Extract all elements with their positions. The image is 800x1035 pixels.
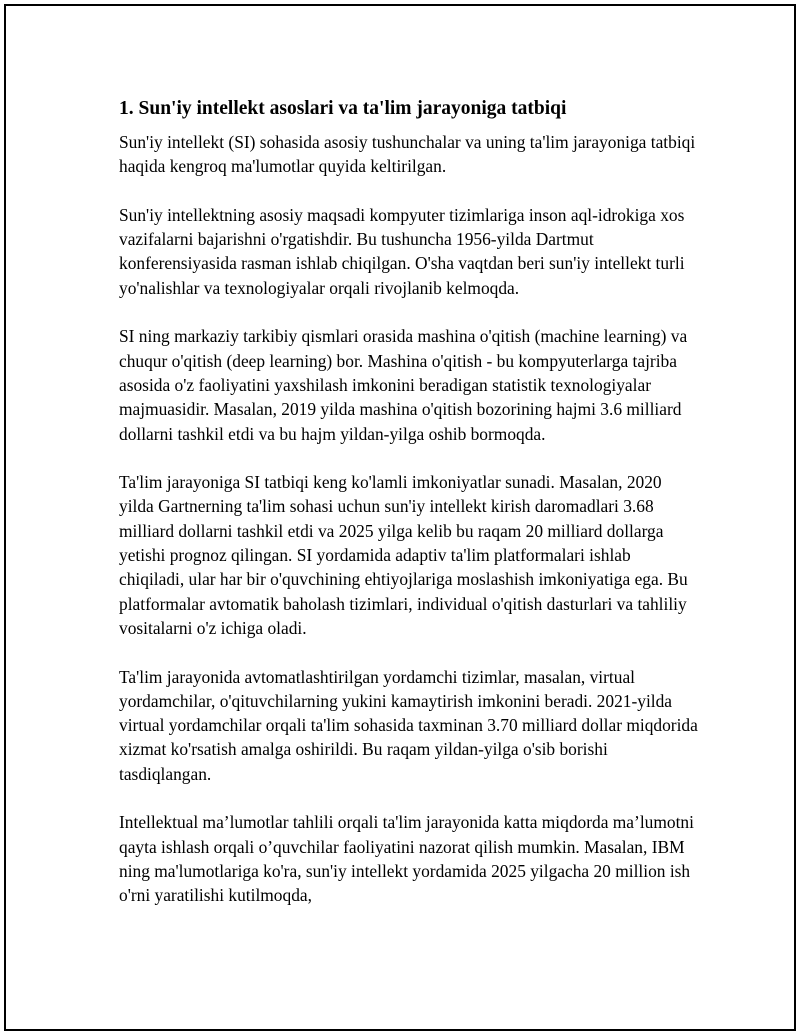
document-page xyxy=(4,4,796,1031)
document-content xyxy=(119,96,699,932)
paragraph-data-analysis: Intellektual ma’lumotlar tahlili orqali ta'lim jarayonida katta miqdorda ma’lumotni qayta ishlash orqali o’quvchilar faoliyatini nazorat qilish mumkin. Masalan, IBM ning ma'lumotlariga ko'ra, sun'iy intellekt yordamida 2025 yilgacha 20 million ish o'rni yaratilishi kutilmoqda, xyxy=(119,812,694,906)
paragraph-education-applications: Ta'lim jarayoniga SI tatbiqi keng ko'lamli imkoniyatlar sunadi. Masalan, 2020 yilda Gartnerning ta'lim sohasi uchun sun'iy intellekt kirish daromadlari 3.68 milliard dollarni tashkil etdi va 2025 yilga kelib bu raqam 20 milliard dollarga yetishi prognoz qilingan. SI yordamida adaptiv ta'lim platformalari ishlab chiqiladi, ular har bir o'quvchining ehtiyojlariga moslashish imkoniyatiga ega. Bu platformalar avtomatik baholash tizimlari, individual o'qitish dasturlari va tahliliy vositalarni o'z ichiga oladi. xyxy=(119,472,688,638)
paragraph-virtual-assistants: Ta'lim jarayonida avtomatlashtirilgan yordamchi tizimlar, masalan, virtual yordamchilar, o'qituvchilarning yukini kamaytirish imkonini beradi. 2021-yilda virtual yordamchilar orqali ta'lim sohasida taxminan 3.70 milliard dollar miqdorida xizmat ko'rsatish amalga oshirildi. Bu raqam yildan-yilga o'sib borishi tasdiqlangan. xyxy=(119,666,698,784)
section-heading: 1. Sun'iy intellekt asoslari va ta'lim jarayoniga tatbiqi xyxy=(119,98,567,119)
paragraph-machine-learning: SI ning markaziy tarkibiy qismlari orasida mashina o'qitish (machine learning) va chuqur o'qitish (deep learning) bor. Mashina o'qitish - bu kompyuterlarga tajriba asosida o'z faoliyatini yaxshilash imkonini beradigan statistik texnologiyalar majmuasidir. Masalan, 2019 yilda mashina o'qitish bozorining hajmi 3.6 milliard dollarni tashkil etdi va bu hajm yildan-yilga oshib bormoqda. xyxy=(119,326,688,444)
paragraph-intro: Sun'iy intellekt (SI) sohasida asosiy tushunchalar va uning ta'lim jarayoniga tatbiqi haqida kengroq ma'lumotlar quyida keltirilgan. xyxy=(119,132,696,177)
paragraph-ai-goal: Sun'iy intellektning asosiy maqsadi kompyuter tizimlariga inson aql-idrokiga xos vazifalarni bajarishni o'rgatishdir. Bu tushuncha 1956-yilda Dartmut konferensiyasida rasman ishlab chiqilgan. O'sha vaqtdan beri sun'iy intellekt turli yo'nalishlar va texnologiyalar orqali rivojlanib kelmoqda. xyxy=(119,204,685,298)
